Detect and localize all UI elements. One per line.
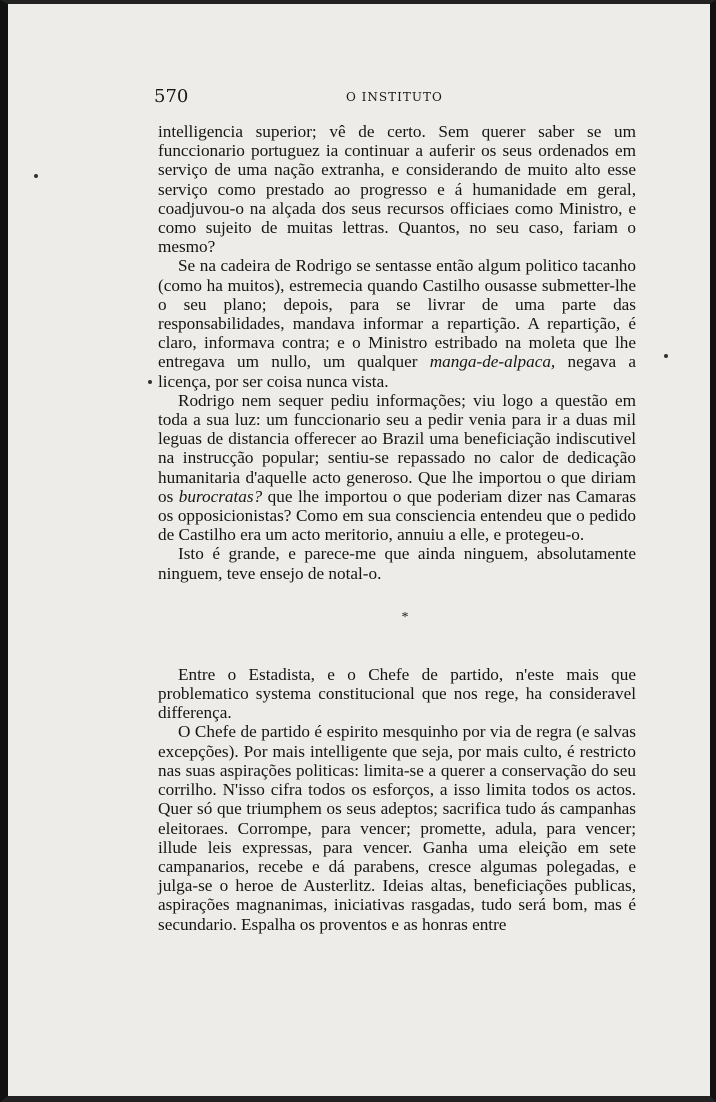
running-title: O INSTITUTO [346, 90, 443, 104]
page-number: 570 [154, 86, 189, 107]
paragraph [158, 722, 636, 933]
body-text [158, 122, 636, 934]
italic-term: manga-de-alpaca, [429, 352, 556, 372]
paragraph-text: Entre o Estadista, e o Chefe de partido, n'este mais que problematico systema constitucional que nos rege, ha consideravel differença. [158, 664, 636, 723]
paragraph-text: Rodrigo nem sequer pediu informações; viu logo a questão em toda a sua luz: um funccionario seu a pedir venia para ir a duas mil leguas de distancia offerecer ao Brazil uma beneficiação indiscutivel na instrucção popular; sentiu-se repassado no calor de dedicação humanitaria d'aquelle acto generoso. Que lhe importou o que diriam os [158, 390, 636, 506]
paragraph-text: negava a licença, por ser coisa nunca vista. [158, 352, 637, 391]
margin-speck [34, 174, 38, 178]
paragraph-text: O Chefe de partido é espirito mesquinho por via de regra (e salvas excepções). Por mais intelligente que seja, por mais culto, é restricto nas suas aspirações politicas: limita-se a querer a conservação do seu corrilho. N'isso cifra todos os esforços, a isso limita todos os actos. Quer só que triumphem os seus adeptos; sacrifica tudo ás campanhas eleitoraes. Corrompe, para vencer; promette, adula, para vencer; illude leis expressas, para vencer. Ganha uma eleição em sete campanarios, recebe e dá parabens, cresce algumas polegadas, e julga-se o heroe de Austerlitz. Ideias altas, beneficiações publicas, aspirações magnanimas, iniciativas rasgadas, tudo será bom, mas é secundario. Espalha os proventos e as honras entre [158, 722, 636, 934]
paragraph-text: Isto é grande, e parece-me que ainda ninguem, absolutamente ninguem, teve ensejo de notal-o. [158, 544, 636, 583]
paragraph-text: que lhe importou o que poderiam dizer nas Camaras os opposicionistas? Como em sua consciencia entendeu que o pedido de Castilho era um acto meritorio, annuiu a elle, e protegeu-o. [158, 486, 637, 545]
paragraph-text: intelligencia superior; vê de certo. Sem querer saber se um funccionario portuguez ia continuar a auferir os seus ordenados em serviço de uma nação extranha, e considerando de muito alto esse serviço como prestado ao progresso e á humanidade em geral, coadjuvou-o na alçada dos seus recursos officiaes como Ministro, e como sujeito de muitas lettras. Quantos, no seu caso, fariam o mesmo? [158, 122, 636, 257]
margin-speck [664, 354, 668, 358]
paragraph-text: Se na cadeira de Rodrigo se sentasse então algum politico tacanho (como ha muitos), estremecia quando Castilho ousasse submetter-lhe o seu plano; depois, para se livrar de uma parte das responsabilidades, mandava informar a repartição. A repartição, é claro, informava contra; e o Ministro estribado na moleta que lhe entregava um nullo, um qualquer [158, 256, 636, 372]
paragraph [158, 391, 636, 545]
paragraph [158, 544, 636, 582]
paragraph [158, 122, 636, 256]
italic-term: burocratas? [178, 486, 263, 506]
paragraph [158, 665, 636, 723]
divider-asterisk: * [401, 609, 409, 625]
section-divider [158, 611, 636, 625]
margin-speck [148, 380, 152, 384]
paragraph [158, 256, 636, 390]
page-header [148, 86, 628, 110]
